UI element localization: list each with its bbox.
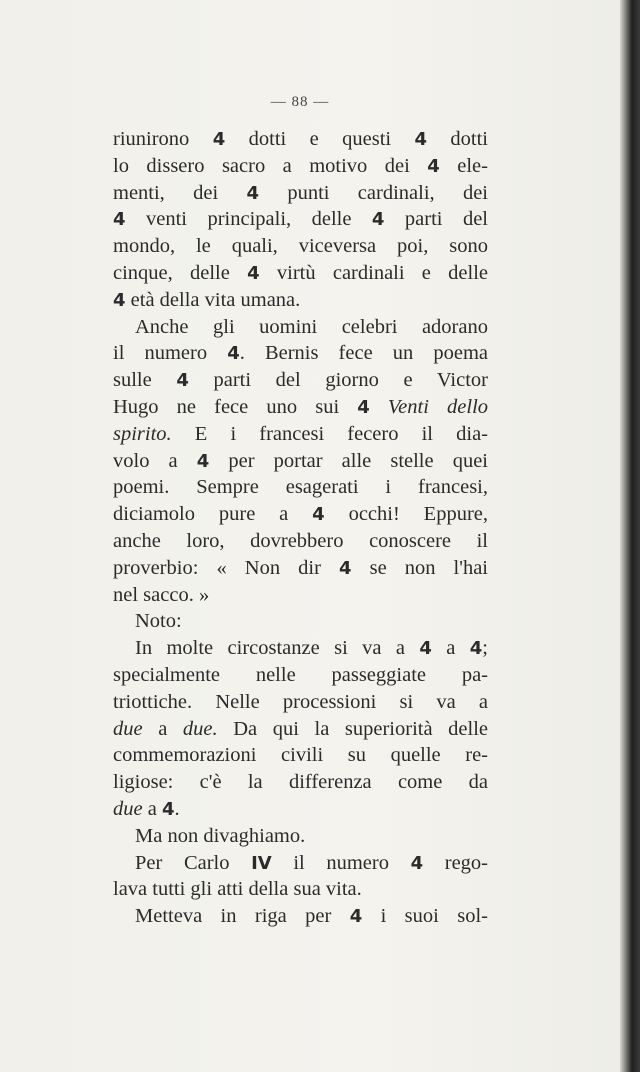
text-line: anche loro, dovrebbero conoscere il [113,529,488,552]
text-line: Hugo ne fece uno sui 4 Venti dello [113,395,489,418]
text-line: Metteva in riga per 4 i suoi sol- [135,905,488,928]
text-line: triottiche. Nelle processioni si va a [113,690,488,713]
body-text [113,126,488,930]
text-line: lava tutti gli atti della sua vita. [113,878,362,901]
text-line: Per Carlo IV il numero 4 rego- [135,851,489,874]
page-edge-shadow [620,0,640,1072]
text-line: Noto: [135,610,182,633]
text-line: cinque, delle 4 virtù cardinali e delle [113,261,488,284]
text-line: poemi. Sempre esagerati i francesi, [113,476,488,499]
text-line: proverbio: « Non dir 4 se non l'hai [113,556,488,579]
text-line: Ma non divaghiamo. [135,824,306,847]
text-line: 4 venti principali, delle 4 parti del [113,208,488,231]
text-line: Anche gli uomini celebri adorano [135,315,488,338]
text-line: diciamolo pure a 4 occhi! Eppure, [113,503,488,526]
text-line: 4 età della vita umana. [113,288,301,311]
text-line: In molte circostanze si va a 4 a 4; [135,637,488,660]
text-line: commemorazioni civili su quelle re- [113,744,488,767]
page-number: — 88 — [270,94,330,110]
text-line: spirito. E i francesi fecero il dia- [113,422,488,445]
text-line: nel sacco. » [113,583,210,606]
text-line: riunirono 4 dotti e questi 4 dotti [113,128,489,150]
text-line: sulle 4 parti del giorno e Victor [113,369,488,392]
text-line: specialmente nelle passeggiate pa- [113,663,488,686]
text-line: mondo, le quali, viceversa poi, sono [113,235,488,258]
text-line: menti, dei 4 punti cardinali, dei [113,181,488,204]
text-line: il numero 4. Bernis fece un poema [113,342,489,365]
text-line: volo a 4 per portar alle stelle quei [113,449,488,472]
text-line: due a due. Da qui la superiorità delle [113,717,488,740]
text-line: ligiose: c'è la differenza come da [113,771,488,794]
text-line: lo dissero sacro a motivo dei 4 ele- [113,154,488,177]
text-line: due a 4. [113,797,180,820]
